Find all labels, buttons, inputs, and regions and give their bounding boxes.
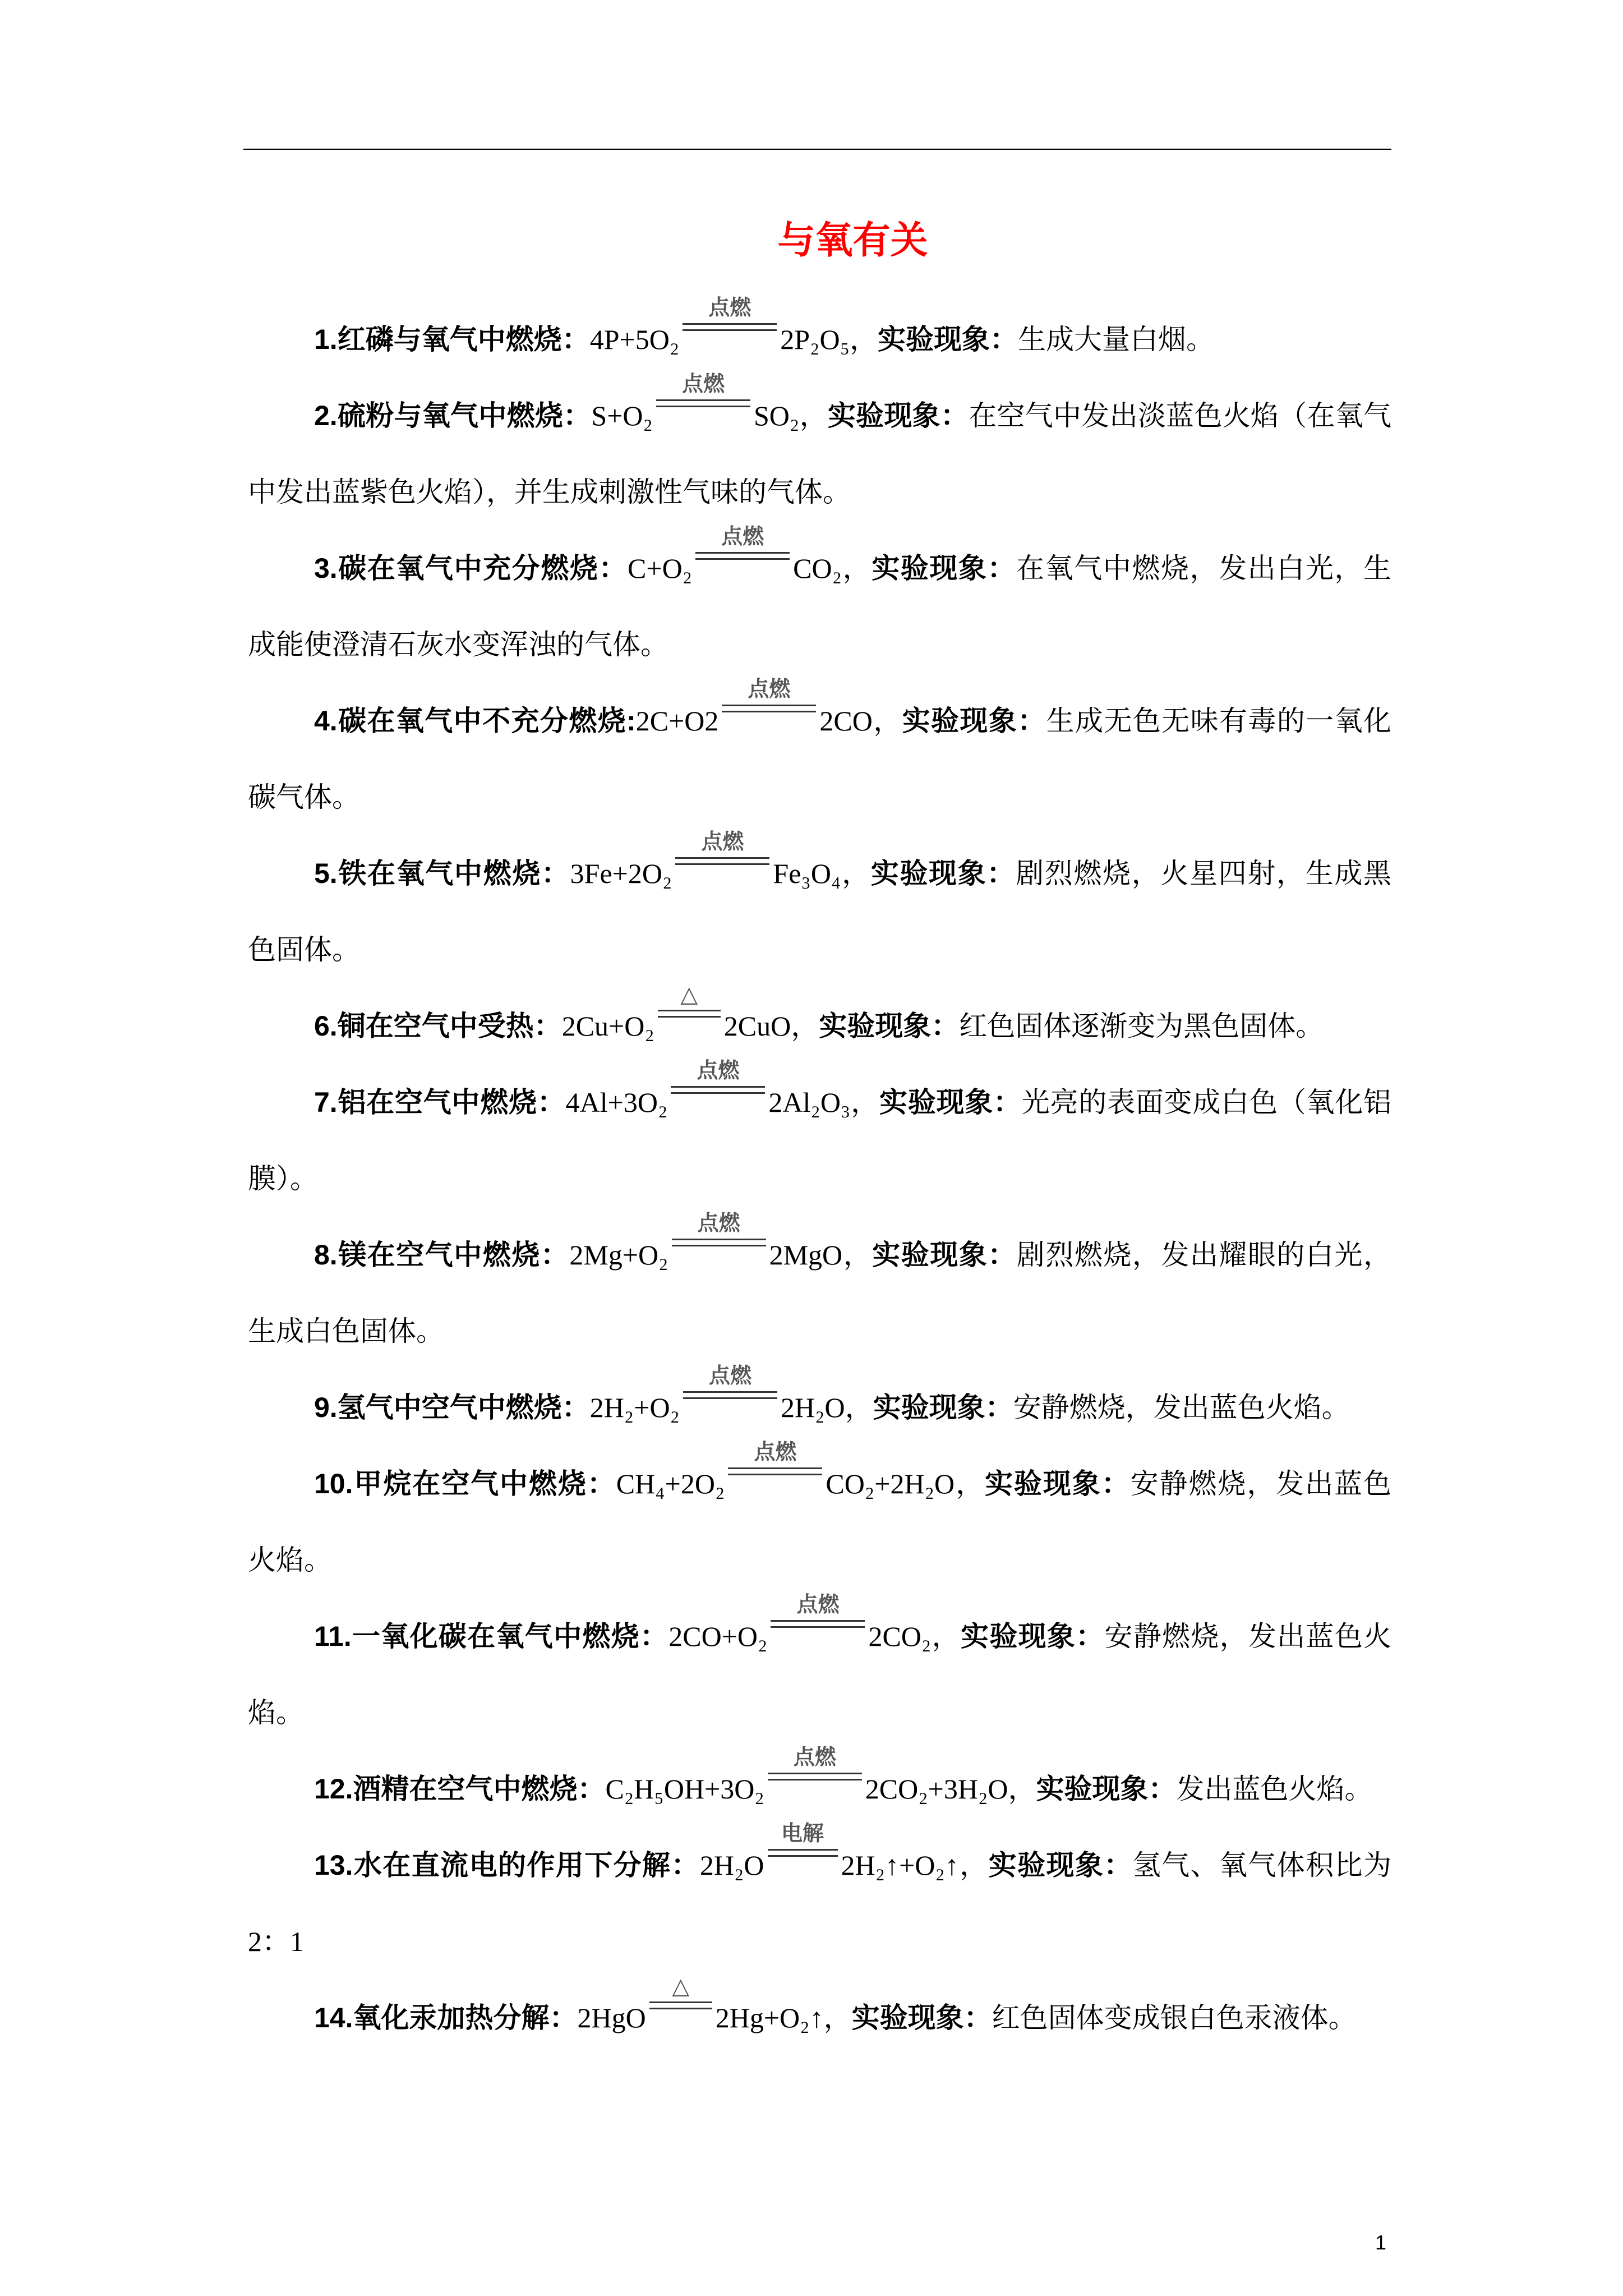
separator: ，	[931, 1621, 961, 1652]
observation-text: 安静燃烧，发出蓝色火焰。	[248, 1621, 1392, 1728]
observation-text: 光亮的表面变成白色（氧化铝膜）。	[248, 1087, 1392, 1194]
separator: ，	[842, 1239, 873, 1271]
observation-label: 实验现象：	[988, 1849, 1133, 1881]
reaction-item	[248, 525, 1392, 683]
double-line	[728, 1467, 822, 1475]
reaction-label: 11.一氧化碳在氧气中燃烧：	[314, 1621, 669, 1652]
reaction-item	[248, 1746, 1391, 1827]
reaction-label: 7.铝在空气中燃烧：	[314, 1087, 566, 1118]
products-formula: SO₂	[753, 400, 800, 431]
observation-text: 剧烈燃烧，火星四射，生成黑色固体。	[248, 858, 1392, 965]
double-line	[658, 1010, 721, 1018]
header-rule	[243, 149, 1391, 150]
reaction-label: 4.碳在氧气中不充分燃烧:	[314, 705, 636, 737]
reaction-condition: 点燃	[681, 372, 725, 396]
reaction-item	[248, 1593, 1392, 1751]
separator: ，	[845, 1392, 873, 1423]
double-line	[722, 705, 816, 712]
reactants-formula: 2CO+O₂	[668, 1621, 768, 1652]
chemical-equation	[605, 1746, 1008, 1805]
observation-text: 氢气、氧气体积比为2：1	[248, 1849, 1392, 1957]
double-line	[656, 399, 750, 407]
separator: ，	[823, 2002, 852, 2033]
reaction-list	[248, 296, 1392, 2056]
chemical-equation	[577, 1973, 824, 2033]
observation-label: 实验现象：	[872, 1239, 1017, 1271]
separator: ，	[850, 324, 878, 355]
reaction-item	[248, 1973, 1391, 2056]
chemical-equation	[565, 1059, 851, 1118]
separator: ，	[958, 1849, 989, 1881]
observation-text: 生成大量白烟。	[1018, 324, 1215, 355]
observation-text: 在空气中发出淡蓝色火焰（在氧气中发出蓝紫色火焰），并生成刺激性气味的气体。	[248, 400, 1392, 508]
reactants-formula: 2H₂+O₂	[589, 1392, 680, 1423]
observation-label: 实验现象：	[878, 324, 1018, 355]
chemical-equation	[699, 1822, 959, 1881]
observation-text: 剧烈燃烧，发出耀眼的白光，生成白色固体。	[248, 1239, 1392, 1347]
page-number: 1	[1375, 2231, 1387, 2254]
double-line	[768, 1849, 838, 1857]
observation-text: 在氧气中燃烧，发出白光，生成能使澄清石灰水变浑浊的气体。	[248, 553, 1392, 660]
reaction-condition: 电解	[781, 1822, 824, 1846]
reaction-item	[248, 1822, 1392, 1980]
reaction-label: 10.甲烷在空气中燃烧：	[314, 1468, 616, 1499]
products-formula: CO₂	[793, 553, 842, 584]
reaction-condition: 点燃	[721, 525, 764, 549]
reactants-formula: 4P+5O₂	[589, 324, 680, 355]
observation-label: 实验现象：	[827, 400, 969, 431]
double-line	[675, 857, 769, 865]
products-formula: 2Hg+O₂↑	[715, 2002, 824, 2033]
reaction-condition: 点燃	[697, 1059, 740, 1083]
chemical-equation	[635, 678, 873, 737]
observation-text: 生成无色无味有毒的一氧化碳气体。	[248, 705, 1392, 813]
observation-label: 实验现象：	[879, 1087, 1022, 1118]
observation-label: 实验现象：	[1036, 1773, 1177, 1805]
products-formula: 2CO₂	[868, 1621, 932, 1652]
chemical-equation	[589, 296, 850, 355]
products-formula: 2CO	[819, 705, 873, 737]
separator: ，	[841, 858, 871, 889]
reaction-condition: △	[672, 1973, 690, 1999]
reaction-label: 8.镁在空气中燃烧：	[314, 1239, 570, 1271]
observation-label: 实验现象：	[851, 2002, 992, 2033]
observation-label: 实验现象：	[960, 1621, 1105, 1652]
page-title: 与氧有关	[777, 220, 928, 261]
separator: ，	[791, 1010, 819, 1042]
products-formula: Fe₃O₄	[773, 858, 841, 889]
reaction-condition: 点燃	[708, 296, 751, 320]
separator: ，	[850, 1087, 879, 1118]
reaction-condition: 点燃	[793, 1746, 836, 1769]
reaction-label: 1.红磷与氧气中燃烧：	[314, 324, 590, 355]
reaction-item	[248, 678, 1392, 835]
chemical-equation	[569, 1212, 843, 1271]
reaction-condition: 点燃	[701, 830, 744, 854]
reaction-label: 13.水在直流电的作用下分解：	[314, 1849, 700, 1881]
products-formula: 2H₂↑+O₂↑	[841, 1849, 959, 1881]
double-line	[768, 1773, 862, 1780]
reactants-formula: C₂H₅OH+3O₂	[605, 1773, 764, 1805]
observation-text: 发出蓝色火焰。	[1176, 1773, 1373, 1805]
separator: ，	[842, 553, 872, 584]
observation-label: 实验现象：	[873, 1392, 1013, 1423]
reactants-formula: CH₄+2O₂	[616, 1468, 725, 1499]
products-formula: 2CO₂+3H₂O	[865, 1773, 1008, 1805]
products-formula: 2CuO	[723, 1010, 791, 1042]
separator: ，	[955, 1468, 985, 1499]
observation-label: 实验现象：	[870, 858, 1016, 889]
reaction-label: 12.酒精在空气中燃烧：	[314, 1773, 606, 1805]
reaction-item	[248, 830, 1392, 988]
observation-label: 实验现象：	[872, 553, 1017, 584]
observation-label: 实验现象：	[902, 705, 1046, 737]
products-formula: 2MgO	[769, 1239, 843, 1271]
products-formula: CO₂+2H₂O	[826, 1468, 955, 1499]
chemical-equation	[570, 830, 841, 889]
reactants-formula: 4Al+3O₂	[565, 1087, 668, 1118]
reaction-label: 6.铜在空气中受热：	[314, 1010, 562, 1042]
observation-text: 红色固体逐渐变为黑色固体。	[959, 1010, 1324, 1042]
chemical-equation	[616, 1441, 955, 1499]
reaction-condition: 点燃	[748, 678, 791, 701]
chemical-equation	[589, 1364, 845, 1423]
chemical-equation	[591, 372, 800, 431]
observation-text: 安静燃烧，发出蓝色火焰。	[1013, 1392, 1350, 1423]
reaction-item	[248, 372, 1392, 530]
double-line	[683, 1391, 777, 1399]
reaction-label: 3.碳在氧气中充分燃烧：	[314, 553, 628, 584]
chemical-equation	[668, 1593, 932, 1652]
separator: ，	[872, 705, 902, 737]
reaction-label: 14.氧化汞加热分解：	[314, 2002, 578, 2033]
observation-text: 安静燃烧，发出蓝色火焰。	[248, 1468, 1392, 1576]
observation-text: 红色固体变成银白色汞液体。	[992, 2002, 1357, 2033]
reactants-formula: 2Cu+O₂	[561, 1010, 654, 1042]
double-line	[672, 1239, 766, 1246]
observation-label: 实验现象：	[819, 1010, 960, 1042]
reaction-item	[248, 982, 1391, 1064]
products-formula: 2H₂O	[780, 1392, 845, 1423]
reaction-condition: 点燃	[754, 1441, 797, 1464]
reaction-condition: 点燃	[697, 1212, 740, 1235]
reaction-item	[248, 1212, 1392, 1369]
reaction-condition: 点燃	[796, 1593, 840, 1617]
chemical-equation	[628, 525, 842, 584]
double-line	[683, 323, 777, 331]
reactants-formula: S+O₂	[591, 400, 653, 431]
separator: ，	[1008, 1773, 1036, 1805]
reactants-formula: C+O₂	[628, 553, 693, 584]
reaction-label: 9.氢气中空气中燃烧：	[314, 1392, 590, 1423]
reaction-condition: △	[680, 982, 698, 1007]
observation-label: 实验现象：	[985, 1468, 1131, 1499]
products-formula: 2Al₂O₃	[768, 1087, 851, 1118]
double-line	[695, 552, 790, 560]
reaction-label: 2.硫粉与氧气中燃烧：	[314, 400, 592, 431]
reaction-item	[248, 1441, 1392, 1598]
reactants-formula: 3Fe+2O₂	[570, 858, 672, 889]
products-formula: 2P₂O₅	[780, 324, 850, 355]
chemical-equation	[561, 982, 791, 1042]
double-line	[649, 2001, 712, 2009]
double-line	[771, 1620, 865, 1628]
reaction-condition: 点燃	[708, 1364, 751, 1388]
reactants-formula: 2H₂O	[699, 1849, 764, 1881]
reaction-item	[248, 1059, 1392, 1217]
reaction-item	[248, 1364, 1391, 1446]
reactants-formula: 2HgO	[577, 2002, 646, 2033]
reaction-item	[248, 296, 1391, 378]
reactants-formula: 2C+O2	[635, 705, 719, 737]
double-line	[671, 1086, 765, 1094]
reaction-label: 5.铁在氧气中燃烧：	[314, 858, 570, 889]
reactants-formula: 2Mg+O₂	[569, 1239, 668, 1271]
separator: ，	[799, 400, 828, 431]
